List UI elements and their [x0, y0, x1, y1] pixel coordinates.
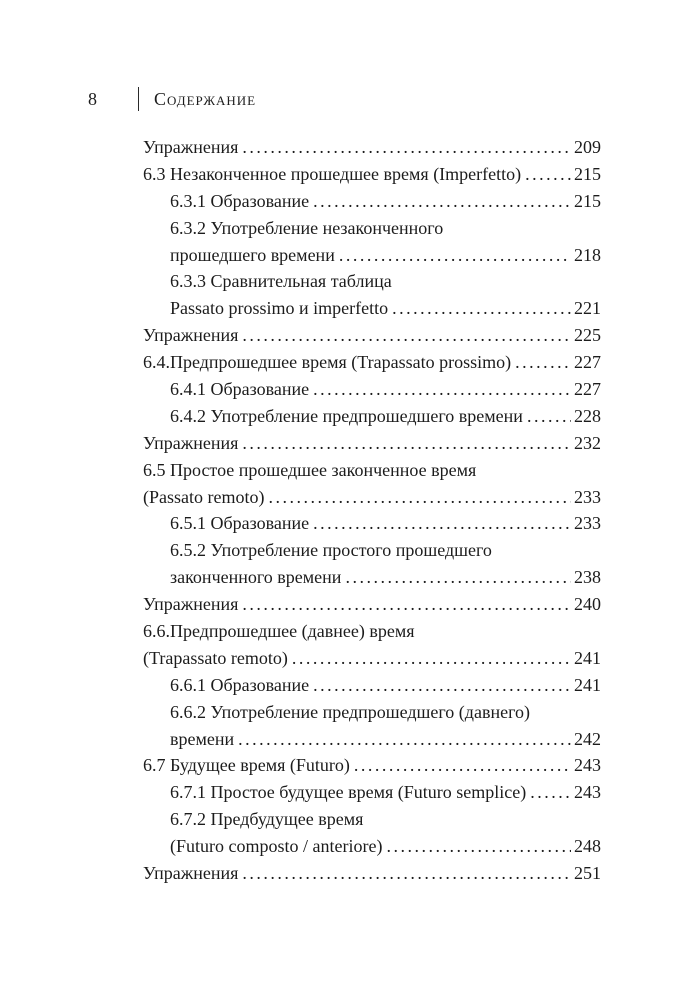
toc-page-number: 233	[574, 513, 601, 534]
toc-line	[143, 242, 601, 269]
dot-leader	[530, 779, 571, 806]
toc-line	[143, 564, 601, 591]
toc-page-number: 243	[574, 782, 601, 803]
toc-page-number: 232	[574, 432, 601, 453]
dot-leader	[313, 188, 571, 215]
toc-entry-text: 6.5 Простое прошедшее законченное время	[143, 459, 477, 480]
toc-entry-text: 6.6.2 Употребление предпрошедшего (давнего)	[170, 701, 530, 722]
toc-entry-text: (Passato remoto)	[143, 486, 265, 507]
dot-leader	[339, 242, 571, 269]
toc-entry-text: 6.5.2 Употребление простого прошедшего	[170, 540, 492, 561]
header-title: Содержание	[154, 88, 257, 109]
toc-line	[143, 672, 601, 699]
toc-entry-text: 6.5.1 Образование	[170, 513, 310, 534]
toc-page-number: 248	[574, 836, 601, 857]
toc-line	[143, 403, 601, 430]
toc-line	[143, 806, 601, 833]
dot-leader	[515, 349, 571, 376]
dot-leader	[527, 403, 571, 430]
toc-line	[143, 591, 601, 618]
toc-entry-text: времени	[170, 728, 235, 749]
toc-page-number: 240	[574, 594, 601, 615]
toc-entry-text: законченного времени	[170, 567, 342, 588]
toc-entry-text: прошедшего времени	[170, 244, 335, 265]
toc-entry-text: Упражнения	[143, 594, 239, 615]
toc-page-number: 227	[574, 352, 601, 373]
dot-leader	[313, 672, 571, 699]
header-divider	[138, 87, 139, 111]
toc-page-number: 241	[574, 647, 601, 668]
toc-entry-text: (Trapassato remoto)	[143, 647, 288, 668]
toc-entry-text: 6.3.2 Употребление незаконченного	[170, 217, 444, 238]
toc-entry-text: 6.3.1 Образование	[170, 190, 310, 211]
toc-line	[143, 726, 601, 753]
toc-line	[143, 537, 601, 564]
dot-leader	[292, 645, 571, 672]
toc-line	[143, 484, 601, 511]
toc-entry-text: 6.3.3 Сравнительная таблица	[170, 271, 392, 292]
running-header	[88, 86, 256, 112]
toc-page-number: 215	[574, 190, 601, 211]
toc-line	[143, 645, 601, 672]
toc-line	[143, 779, 601, 806]
toc-entry-text: 6.7 Будущее время (Futuro)	[143, 755, 350, 776]
toc-line	[143, 215, 601, 242]
dot-leader	[242, 322, 571, 349]
toc-line	[143, 322, 601, 349]
toc-entry-text: 6.4.Предпрошедшее время (Trapassato prossimo)	[143, 352, 512, 373]
toc-entry-text: Passato prossimo и imperfetto	[170, 298, 389, 319]
toc-page-number: 221	[574, 298, 601, 319]
toc-entry-text: 6.6.1 Образование	[170, 674, 310, 695]
dot-leader	[313, 376, 571, 403]
toc-entry-text: 6.7.1 Простое будущее время (Futuro semplice)	[170, 782, 527, 803]
toc-line	[143, 188, 601, 215]
table-of-contents	[143, 134, 601, 887]
dot-leader	[386, 833, 571, 860]
dot-leader	[242, 134, 571, 161]
dot-leader	[354, 752, 571, 779]
dot-leader	[525, 161, 571, 188]
toc-entry-text: (Futuro composto / anteriore)	[170, 836, 383, 857]
toc-page-number: 233	[574, 486, 601, 507]
toc-line	[143, 295, 601, 322]
toc-line	[143, 161, 601, 188]
toc-entry-text: 6.4.2 Употребление предпрошедшего времени	[170, 405, 523, 426]
dot-leader	[345, 564, 571, 591]
toc-page-number: 228	[574, 405, 601, 426]
toc-entry-text: Упражнения	[143, 863, 239, 884]
dot-leader	[313, 510, 571, 537]
toc-line	[143, 618, 601, 645]
dot-leader	[242, 860, 571, 887]
toc-entry-text: 6.4.1 Образование	[170, 379, 310, 400]
toc-entry-text: 6.7.2 Предбудущее время	[170, 809, 364, 830]
toc-entry-text: Упражнения	[143, 432, 239, 453]
toc-page-number: 251	[574, 863, 601, 884]
dot-leader	[242, 430, 571, 457]
toc-line	[143, 752, 601, 779]
toc-line	[143, 457, 601, 484]
toc-page-number: 225	[574, 325, 601, 346]
dot-leader	[392, 295, 571, 322]
toc-line	[143, 860, 601, 887]
toc-page-number: 241	[574, 674, 601, 695]
page-number: 8	[88, 88, 97, 109]
dot-leader	[242, 591, 571, 618]
toc-entry-text: 6.3 Незаконченное прошедшее время (Imperfetto)	[143, 163, 522, 184]
toc-line	[143, 349, 601, 376]
toc-line	[143, 833, 601, 860]
toc-entry-text: Упражнения	[143, 325, 239, 346]
toc-page-number: 242	[574, 728, 601, 749]
toc-page-number: 215	[574, 163, 601, 184]
toc-line	[143, 134, 601, 161]
toc-line	[143, 430, 601, 457]
toc-page-number: 227	[574, 379, 601, 400]
toc-page-number: 209	[574, 137, 601, 157]
toc-line	[143, 376, 601, 403]
toc-entry-text: 6.6.Предпрошедшее (давнее) время	[143, 621, 415, 642]
toc-page-number: 243	[574, 755, 601, 776]
dot-leader	[238, 726, 571, 753]
toc-line	[143, 268, 601, 295]
toc-page-number: 218	[574, 244, 601, 265]
dot-leader	[268, 484, 571, 511]
toc-line	[143, 699, 601, 726]
toc-entry-text: Упражнения	[143, 137, 239, 157]
toc-page-number: 238	[574, 567, 601, 588]
toc-line	[143, 510, 601, 537]
